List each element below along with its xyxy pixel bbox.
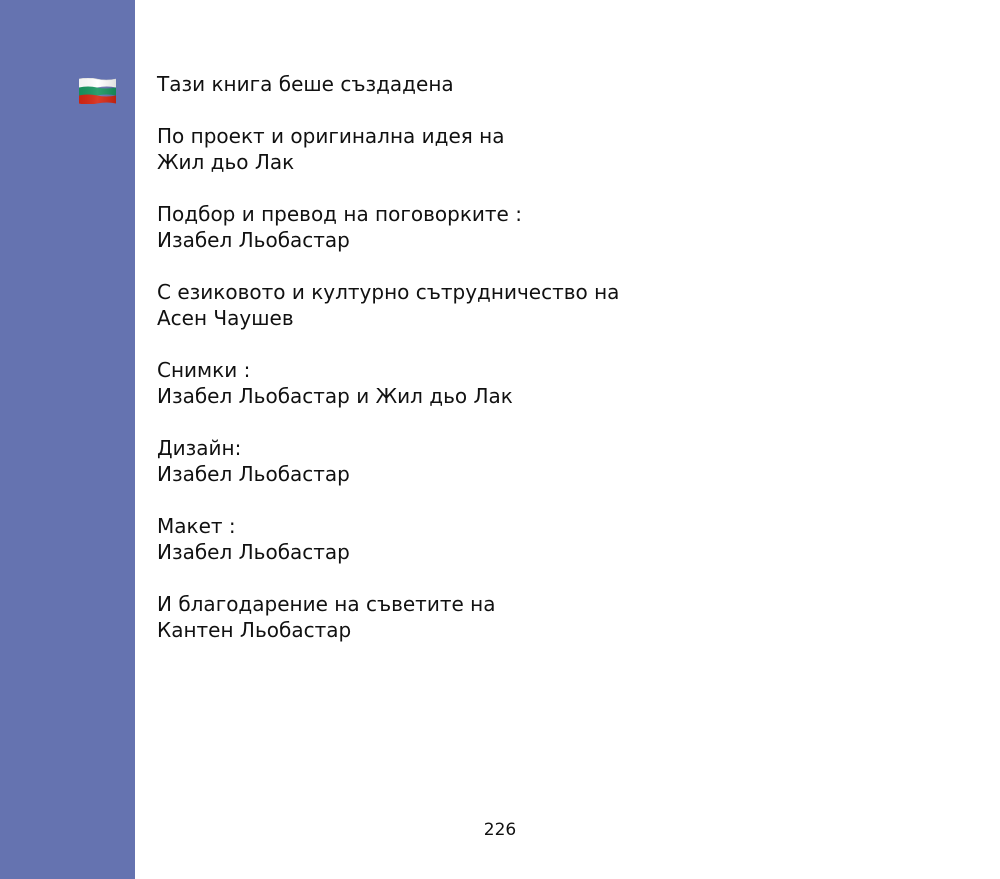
credit-block: [157, 591, 957, 643]
credit-heading: С езиковото и културно сътрудничество на: [157, 280, 620, 304]
credit-heading: Подбор и превод на поговорките :: [157, 202, 522, 226]
credit-block: [157, 435, 957, 487]
credit-block: [157, 279, 957, 331]
page-number: 226: [483, 820, 517, 840]
credit-name: Асен Чаушев: [157, 306, 294, 330]
credit-heading: И благодарение на съветите на: [157, 592, 496, 616]
credit-heading: Тази книга беше създадена: [157, 72, 454, 96]
credit-heading: Снимки :: [157, 358, 251, 382]
credit-heading: Макет :: [157, 514, 236, 538]
credit-heading: Дизайн:: [157, 436, 242, 460]
credit-block: [157, 513, 957, 565]
credit-block: [157, 123, 957, 175]
credit-block: [157, 201, 957, 253]
credits-list: [157, 71, 957, 669]
credit-name: Кантен Льобастар: [157, 618, 352, 642]
credit-name: Изабел Льобастар: [157, 462, 350, 486]
bulgarian-flag-icon: [79, 78, 116, 104]
credit-block: [157, 71, 957, 97]
credit-heading: По проект и оригинална идея на: [157, 124, 505, 148]
credit-name: Изабел Льобастар: [157, 540, 350, 564]
credit-name: Изабел Льобастар: [157, 228, 350, 252]
credit-name: Изабел Льобастар и Жил дьо Лак: [157, 384, 513, 408]
credit-block: [157, 357, 957, 409]
sidebar-band: [0, 0, 135, 879]
credit-name: Жил дьо Лак: [157, 150, 295, 174]
